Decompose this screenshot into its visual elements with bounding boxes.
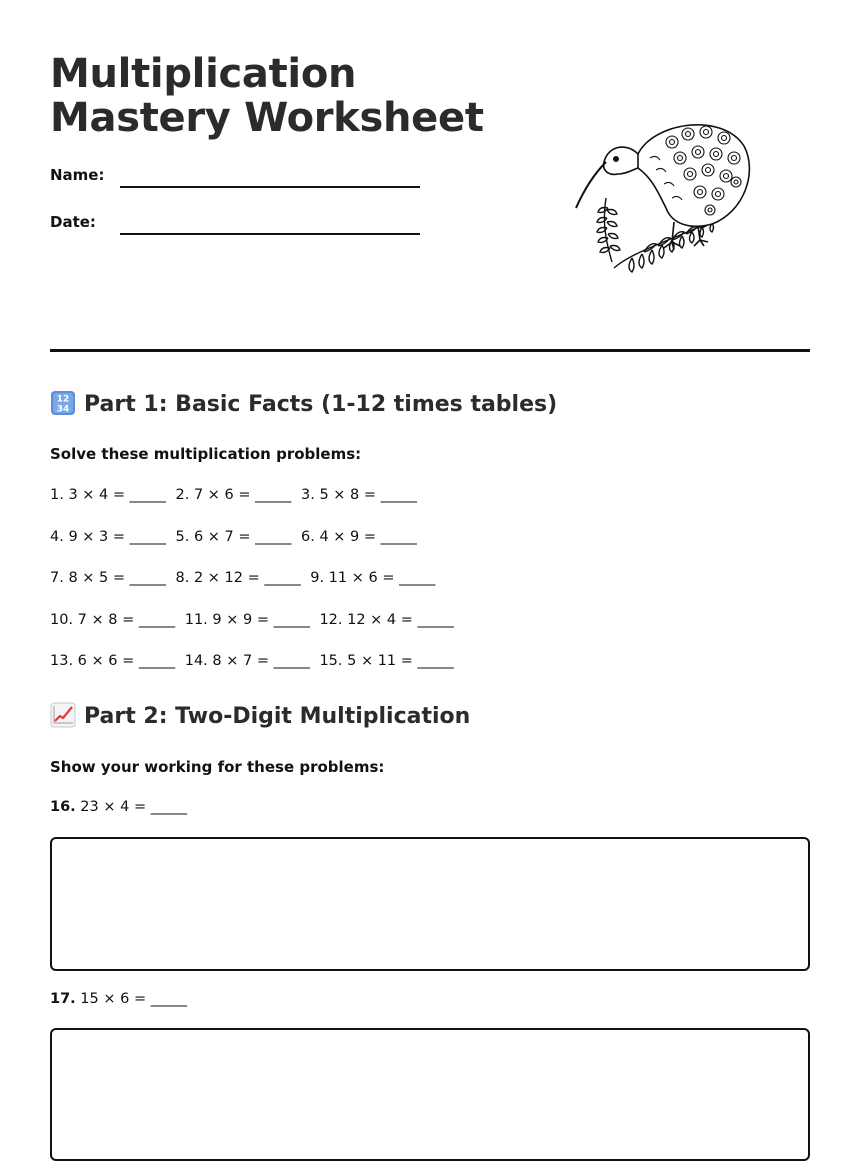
- worksheet-header: [50, 0, 810, 352]
- problem-row: [50, 487, 422, 503]
- kiwi-bird-illustration: [572, 112, 752, 274]
- problem-item: 6. 4 × 9 = _____: [301, 529, 417, 545]
- problem-item: 1. 3 × 4 = _____: [50, 487, 166, 503]
- part2-heading-text: Part 2: Two-Digit Multiplication: [84, 704, 471, 729]
- problem-row: [50, 612, 459, 628]
- part2-instruction: Show your working for these problems:: [50, 758, 385, 776]
- part1-heading-text: Part 1: Basic Facts (1-12 times tables): [84, 392, 558, 417]
- problem-item: 9. 11 × 6 = _____: [310, 570, 436, 586]
- question-text: 23 × 4 = _____: [80, 799, 187, 815]
- date-line: [120, 233, 420, 235]
- header-divider: [50, 349, 810, 352]
- worksheet-page: [50, 0, 810, 1007]
- problem-item: 15. 5 × 11 = _____: [319, 653, 454, 669]
- date-label: Date:: [50, 213, 96, 231]
- question-number: 17.: [50, 991, 76, 1007]
- problem-item: 2. 7 × 6 = _____: [175, 487, 292, 503]
- problem-item: 13. 6 × 6 = _____: [50, 653, 176, 669]
- question-text: 15 × 6 = _____: [80, 991, 187, 1007]
- problem-row: [50, 653, 459, 669]
- problem-item: 4. 9 × 3 = _____: [50, 529, 166, 545]
- problem-item: 8. 2 × 12 = _____: [175, 570, 301, 586]
- kiwi-bird-icon: [576, 125, 749, 250]
- working-box-16[interactable]: [50, 837, 810, 971]
- svg-text:12: 12: [56, 394, 70, 405]
- problem-item: 12. 12 × 4 = _____: [319, 612, 454, 628]
- question-number: 16.: [50, 799, 76, 815]
- chart-increasing-icon: [50, 702, 76, 728]
- working-box-17[interactable]: [50, 1028, 810, 1161]
- problem-item: 7. 8 × 5 = _____: [50, 570, 166, 586]
- problem-item: 10. 7 × 8 = _____: [50, 612, 176, 628]
- part2-heading: [50, 702, 470, 731]
- name-field: [50, 164, 420, 188]
- part1-heading: [50, 390, 557, 419]
- name-line: [120, 186, 420, 188]
- problem-row: [50, 570, 440, 586]
- problem-row: [50, 529, 422, 545]
- name-label: Name:: [50, 166, 105, 184]
- question-17: [50, 991, 187, 1007]
- date-field: [50, 211, 420, 235]
- question-16: [50, 799, 187, 815]
- problem-item: 3. 5 × 8 = _____: [301, 487, 417, 503]
- numbers-keycap-icon: [50, 390, 76, 416]
- page-title: Multiplication Mastery Worksheet: [50, 51, 484, 141]
- svg-text:34: 34: [56, 404, 70, 415]
- problem-item: 14. 8 × 7 = _____: [184, 653, 310, 669]
- problem-item: 11. 9 × 9 = _____: [184, 612, 310, 628]
- part1-instruction: Solve these multiplication problems:: [50, 445, 362, 463]
- problem-item: 5. 6 × 7 = _____: [175, 529, 292, 545]
